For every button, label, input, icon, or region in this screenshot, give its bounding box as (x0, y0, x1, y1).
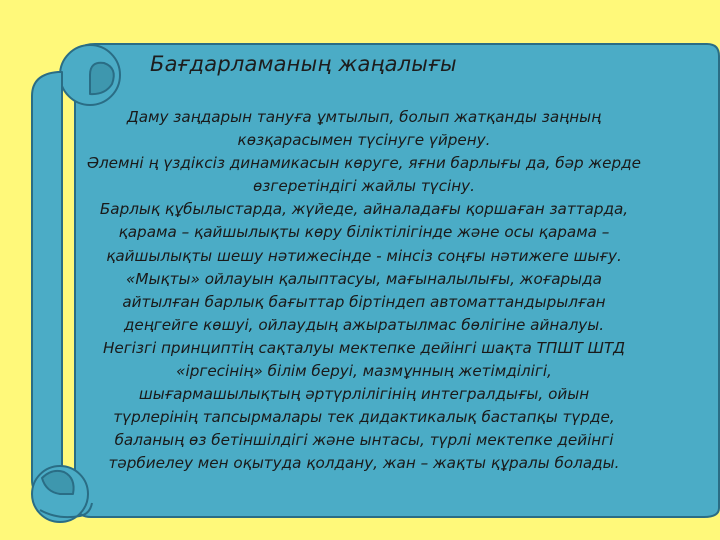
body-line: қарама – қайшылықты көру біліктілігінде және осы қарама – (118, 223, 610, 242)
body-line: Әлемні ң үздіксіз динамикасын көруге, яғни барлығы да, бәр жерде (87, 154, 641, 173)
body-line: көзқарасымен түсінуге үйрену. (237, 131, 491, 150)
slide-title: Бағдарламаның жаңалығы (150, 52, 457, 76)
slide-body (64, 106, 664, 476)
body-line: қайшылықты шешу нәтижесінде - мінсіз соңғы нәтижеге шығу. (106, 246, 622, 265)
body-line: өзгеретіндігі жайлы түсіну. (253, 177, 475, 196)
body-line: Барлық құбылыстарда, жүйеде, айналадағы қоршаған заттарда, (99, 200, 629, 219)
body-line: «Мықты» ойлауын қалыптасуы, мағыналылығы, жоғарыда (126, 269, 602, 288)
body-line: баланың өз бетіншілдігі және ынтасы, түрлі мектепке дейінгі (114, 431, 614, 450)
body-line: «іргесінің» білім беруі, мазмұнның жетімділігі, (176, 362, 552, 381)
body-line: Негізгі принциптің сақталуы мектепке дейінгі шақта ТПШТ ШТД (102, 338, 626, 357)
body-line: айтылған барлық бағыттар біртіндеп автоматтандырылған (122, 292, 606, 311)
scroll-left-roll (32, 72, 62, 497)
body-line: түрлерінің тапсырмалары тек дидактикалық бастапқы түрде, (113, 408, 615, 427)
body-line: Даму заңдарын тануға ұмтылып, болып жатқанды заңның (126, 108, 602, 126)
body-line: деңгейге көшуі, ойлаудың ажыратылмас бөлігіне айналуы. (123, 315, 605, 334)
body-line: тәрбиелеу мен оқытуда қолдану, жан – жақты құралы болады. (108, 454, 620, 473)
body-line: шығармашылықтың әртүрлілігінің интегралдығы, ойын (138, 385, 590, 404)
